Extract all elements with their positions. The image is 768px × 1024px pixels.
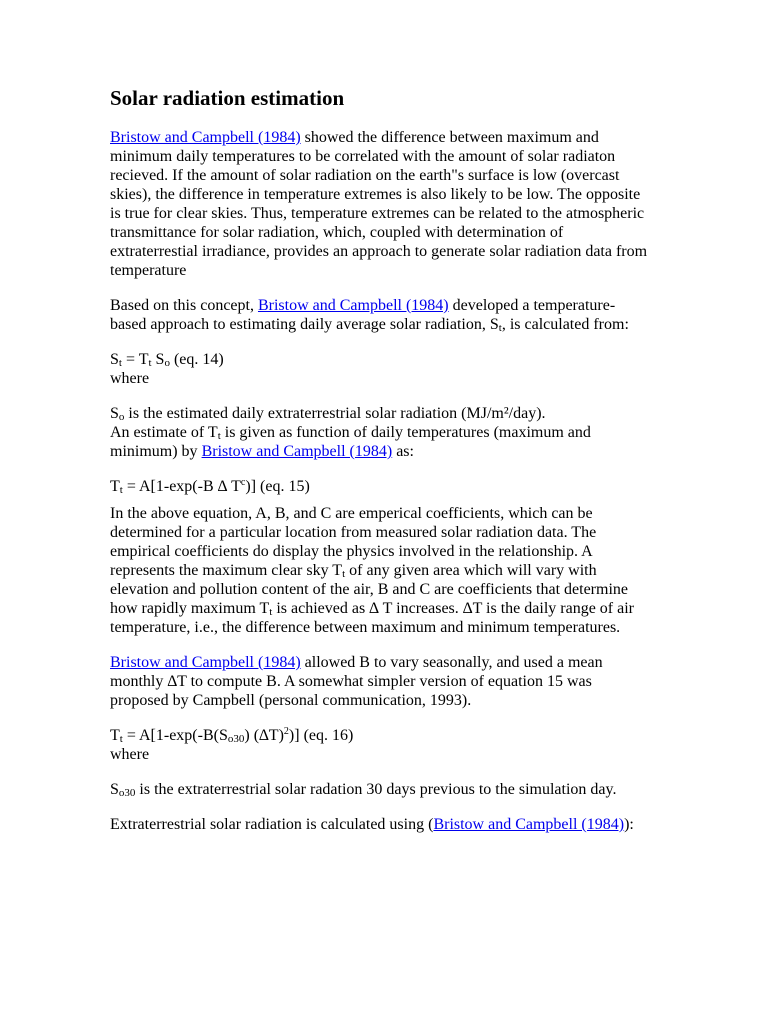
equation-14: $S_t = T_t$ $S_o$ (eq. 14) — [110, 351, 224, 369]
paragraph-seasonal: Bristow and Campbell (1984) allowed B to vary seasonally, and used a mean monthly ∆T to compute B. A somewhat simpler version of equation 15 was proposed by Campbell (personal communication, 1993). — [110, 654, 603, 709]
where-label-2: where — [110, 746, 150, 763]
where-label-1: where — [110, 370, 150, 387]
citation-link-3[interactable]: Bristow and Campbell (1984) — [201, 443, 393, 460]
citation-link-2[interactable]: Bristow and Campbell (1984) — [257, 297, 449, 314]
citation-link-5[interactable]: Bristow and Campbell (1984) — [433, 816, 625, 833]
paragraph-so-definition: $S_o$ is the estimated daily extraterrestrial solar radiation (MJ/m²/day). An estimate of $T_t$ is given as function of daily temperatures (maximum and minimum) by Bristow and Campbell (1984) as: — [110, 405, 591, 460]
paragraph-concept: Based on this concept, Bristow and Campbell (1984) developed a temperature-based approach to estimating daily average solar radiation, $S_t$, is calculated from: — [110, 297, 629, 334]
equation-16: $T_t = A[1-\exp(-B(S_{o30})$ $(\Delta T)^2$)] (eq. 16) — [110, 726, 354, 745]
page-title: Solar radiation estimation — [110, 86, 345, 110]
equation-15: $T_t = A[1-\exp(-B$ ∆ $T^c$)] (eq. 15) — [110, 477, 310, 496]
document-page — [110, 84, 650, 850]
paragraph-intro: Bristow and Campbell (1984) showed the difference between maximum and minimum daily temperatures to be correlated with the amount of solar radiaton recieved. If the amount of solar radiation on the earth"s surface is low (overcast skies), the difference in temperature extremes is also likely to be low. The opposite is true for clear skies. Thus, temperature extremes can be related to the atmospheric transmittance for solar radiation, which, coupled with determination of extraterrestial irradiance, provides an approach to generate solar radiation data from temperature — [110, 129, 648, 279]
paragraph-coefficients: In the above equation, A, B, and C are emperical coefficients, which can be determined for a particular location from measured solar radiation data. The empirical coefficients do display the physics involved in the relationship. A represents the maximum clear sky $T_t$ of any given area which will vary with elevation and pollution content of the air, B and C are coefficients that determine how rapidly maximum $T_t$ is achieved as ∆ T increases. ∆T is the daily range of air temperature, i.e., the difference between maximum and minimum temperatures. — [110, 505, 634, 636]
citation-link-1[interactable]: Bristow and Campbell (1984) — [110, 129, 301, 146]
citation-link-4[interactable]: Bristow and Campbell (1984) — [110, 654, 301, 671]
paragraph-extraterrestrial: Extraterrestrial solar radiation is calculated using (Bristow and Campbell (1984)): — [110, 816, 634, 833]
paragraph-so30-definition: $S_{o30}$ is the extraterrestrial solar radation 30 days previous to the simulation day. — [110, 781, 617, 799]
